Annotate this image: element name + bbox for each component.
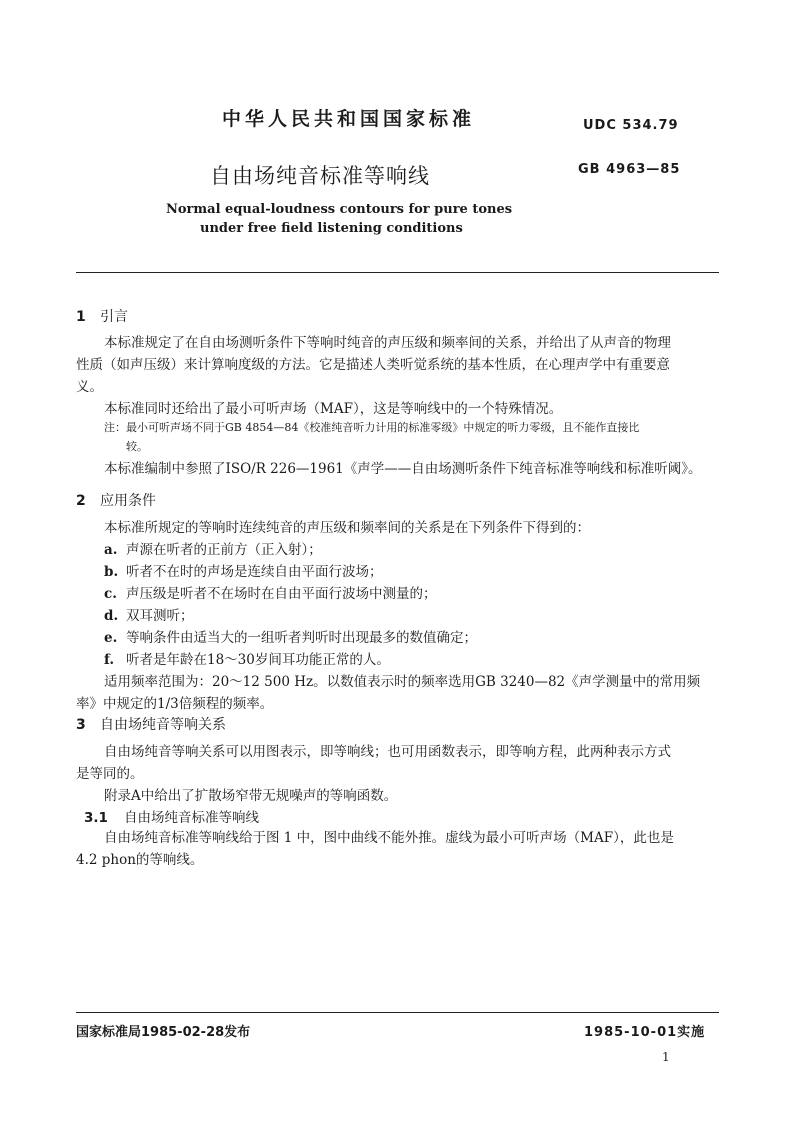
header-divider: [76, 272, 719, 273]
paragraph-line: 率》中规定的1/3倍频程的频率。: [76, 696, 274, 712]
paragraph-line: 本标准所规定的等响时连续纯音的声压级和频率间的关系是在下列条件下得到的：: [104, 520, 590, 536]
note-line: 注：最小可听声场不同于GB 4854—84《校准纯音听力计用的标准零级》中规定的听力零级，且不能作直接比: [104, 421, 640, 434]
paragraph-line: 是等同的。: [76, 766, 144, 782]
list-item-text: 听者是年龄在18～30岁间耳功能正常的人。: [126, 652, 390, 668]
section-number: 3: [76, 717, 86, 733]
subsection-3-1-heading: [84, 806, 259, 826]
list-item-label: c.: [104, 586, 117, 602]
section-title: 应用条件: [100, 493, 156, 509]
list-item: [104, 626, 477, 646]
section-number: 1: [76, 309, 86, 325]
section-1-heading: [76, 306, 128, 326]
list-item: [104, 648, 390, 668]
list-item: [104, 604, 194, 624]
paragraph-line: 自由场纯音标准等响线给于图 1 中，图中曲线不能外推。虚线为最小可听声场（MAF），此也是: [104, 830, 674, 846]
list-item-text: 双耳测听；: [126, 608, 194, 624]
section-2-heading: [76, 490, 156, 510]
issue-date: 国家标准局1985-02-28发布: [76, 1025, 251, 1040]
list-item-text: 听者不在时的声场是连续自由平面行波场；: [126, 564, 383, 580]
list-item-label: e.: [104, 630, 118, 646]
english-title-line-1: Normal equal-loudness contours for pure tones: [166, 202, 513, 217]
english-title-line-2: under free field listening conditions: [200, 221, 463, 236]
paragraph-line: 义。: [76, 379, 103, 395]
list-item-text: 等响条件由适当大的一组听者判听时出现最多的数值确定；: [126, 630, 477, 646]
paragraph-line: 本标准同时还给出了最小可听声场（MAF），这是等响线中的一个特殊情况。: [104, 401, 563, 417]
list-item-label: d.: [104, 608, 119, 624]
list-item: [104, 582, 437, 602]
section-number: 2: [76, 493, 86, 509]
section-title: 引言: [100, 309, 128, 325]
gb-number: GB 4963—85: [578, 162, 681, 177]
effective-date: 1985-10-01实施: [584, 1025, 706, 1040]
list-item-label: a.: [104, 542, 118, 558]
note-line: 较。: [126, 440, 148, 453]
paragraph-line: 附录A中给出了扩散场窄带无规噪声的等响函数。: [104, 788, 398, 804]
page-number: 1: [662, 1050, 670, 1064]
list-item-text: 声源在听者的正前方（正入射）；: [126, 542, 322, 558]
paragraph-line: 本标准规定了在自由场测听条件下等响时纯音的声压级和频率间的关系，并给出了从声音的物理: [104, 335, 671, 351]
standard-org-title: 中华人民共和国国家标准: [222, 108, 476, 130]
paragraph-line: 4.2 phon的等响线。: [76, 852, 204, 868]
section-3-heading: [76, 714, 226, 734]
paragraph-line: 适用频率范围为：20～12 500 Hz。以数值表示时的频率选用GB 3240—82《声学测量中的常用频: [104, 674, 701, 690]
footer-divider: [76, 1012, 719, 1013]
udc-code: UDC 534.79: [583, 118, 679, 133]
list-item-label: f.: [104, 652, 115, 668]
section-title: 自由场纯音等响关系: [100, 717, 226, 733]
list-item-text: 声压级是听者不在场时在自由平面行波场中测量的；: [126, 586, 437, 602]
list-item-label: b.: [104, 564, 119, 580]
list-item: [104, 538, 322, 558]
paragraph-line: 性质（如声压级）来计算响度级的方法。它是描述人类听觉系统的基本性质，在心理声学中有重要意: [76, 357, 670, 373]
subsection-number: 3.1: [84, 810, 108, 826]
paragraph-line: 本标准编制中参照了ISO/R 226—1961《声学——自由场测听条件下纯音标准等响线和标准听阈》。: [104, 461, 702, 477]
subsection-title: 自由场纯音标准等响线: [124, 810, 259, 826]
list-item: [104, 560, 383, 580]
paragraph-line: 自由场纯音等响关系可以用图表示，即等响线；也可用函数表示，即等响方程，此两种表示方式: [104, 744, 671, 760]
document-title: 自由场纯音标准等响线: [210, 164, 430, 188]
